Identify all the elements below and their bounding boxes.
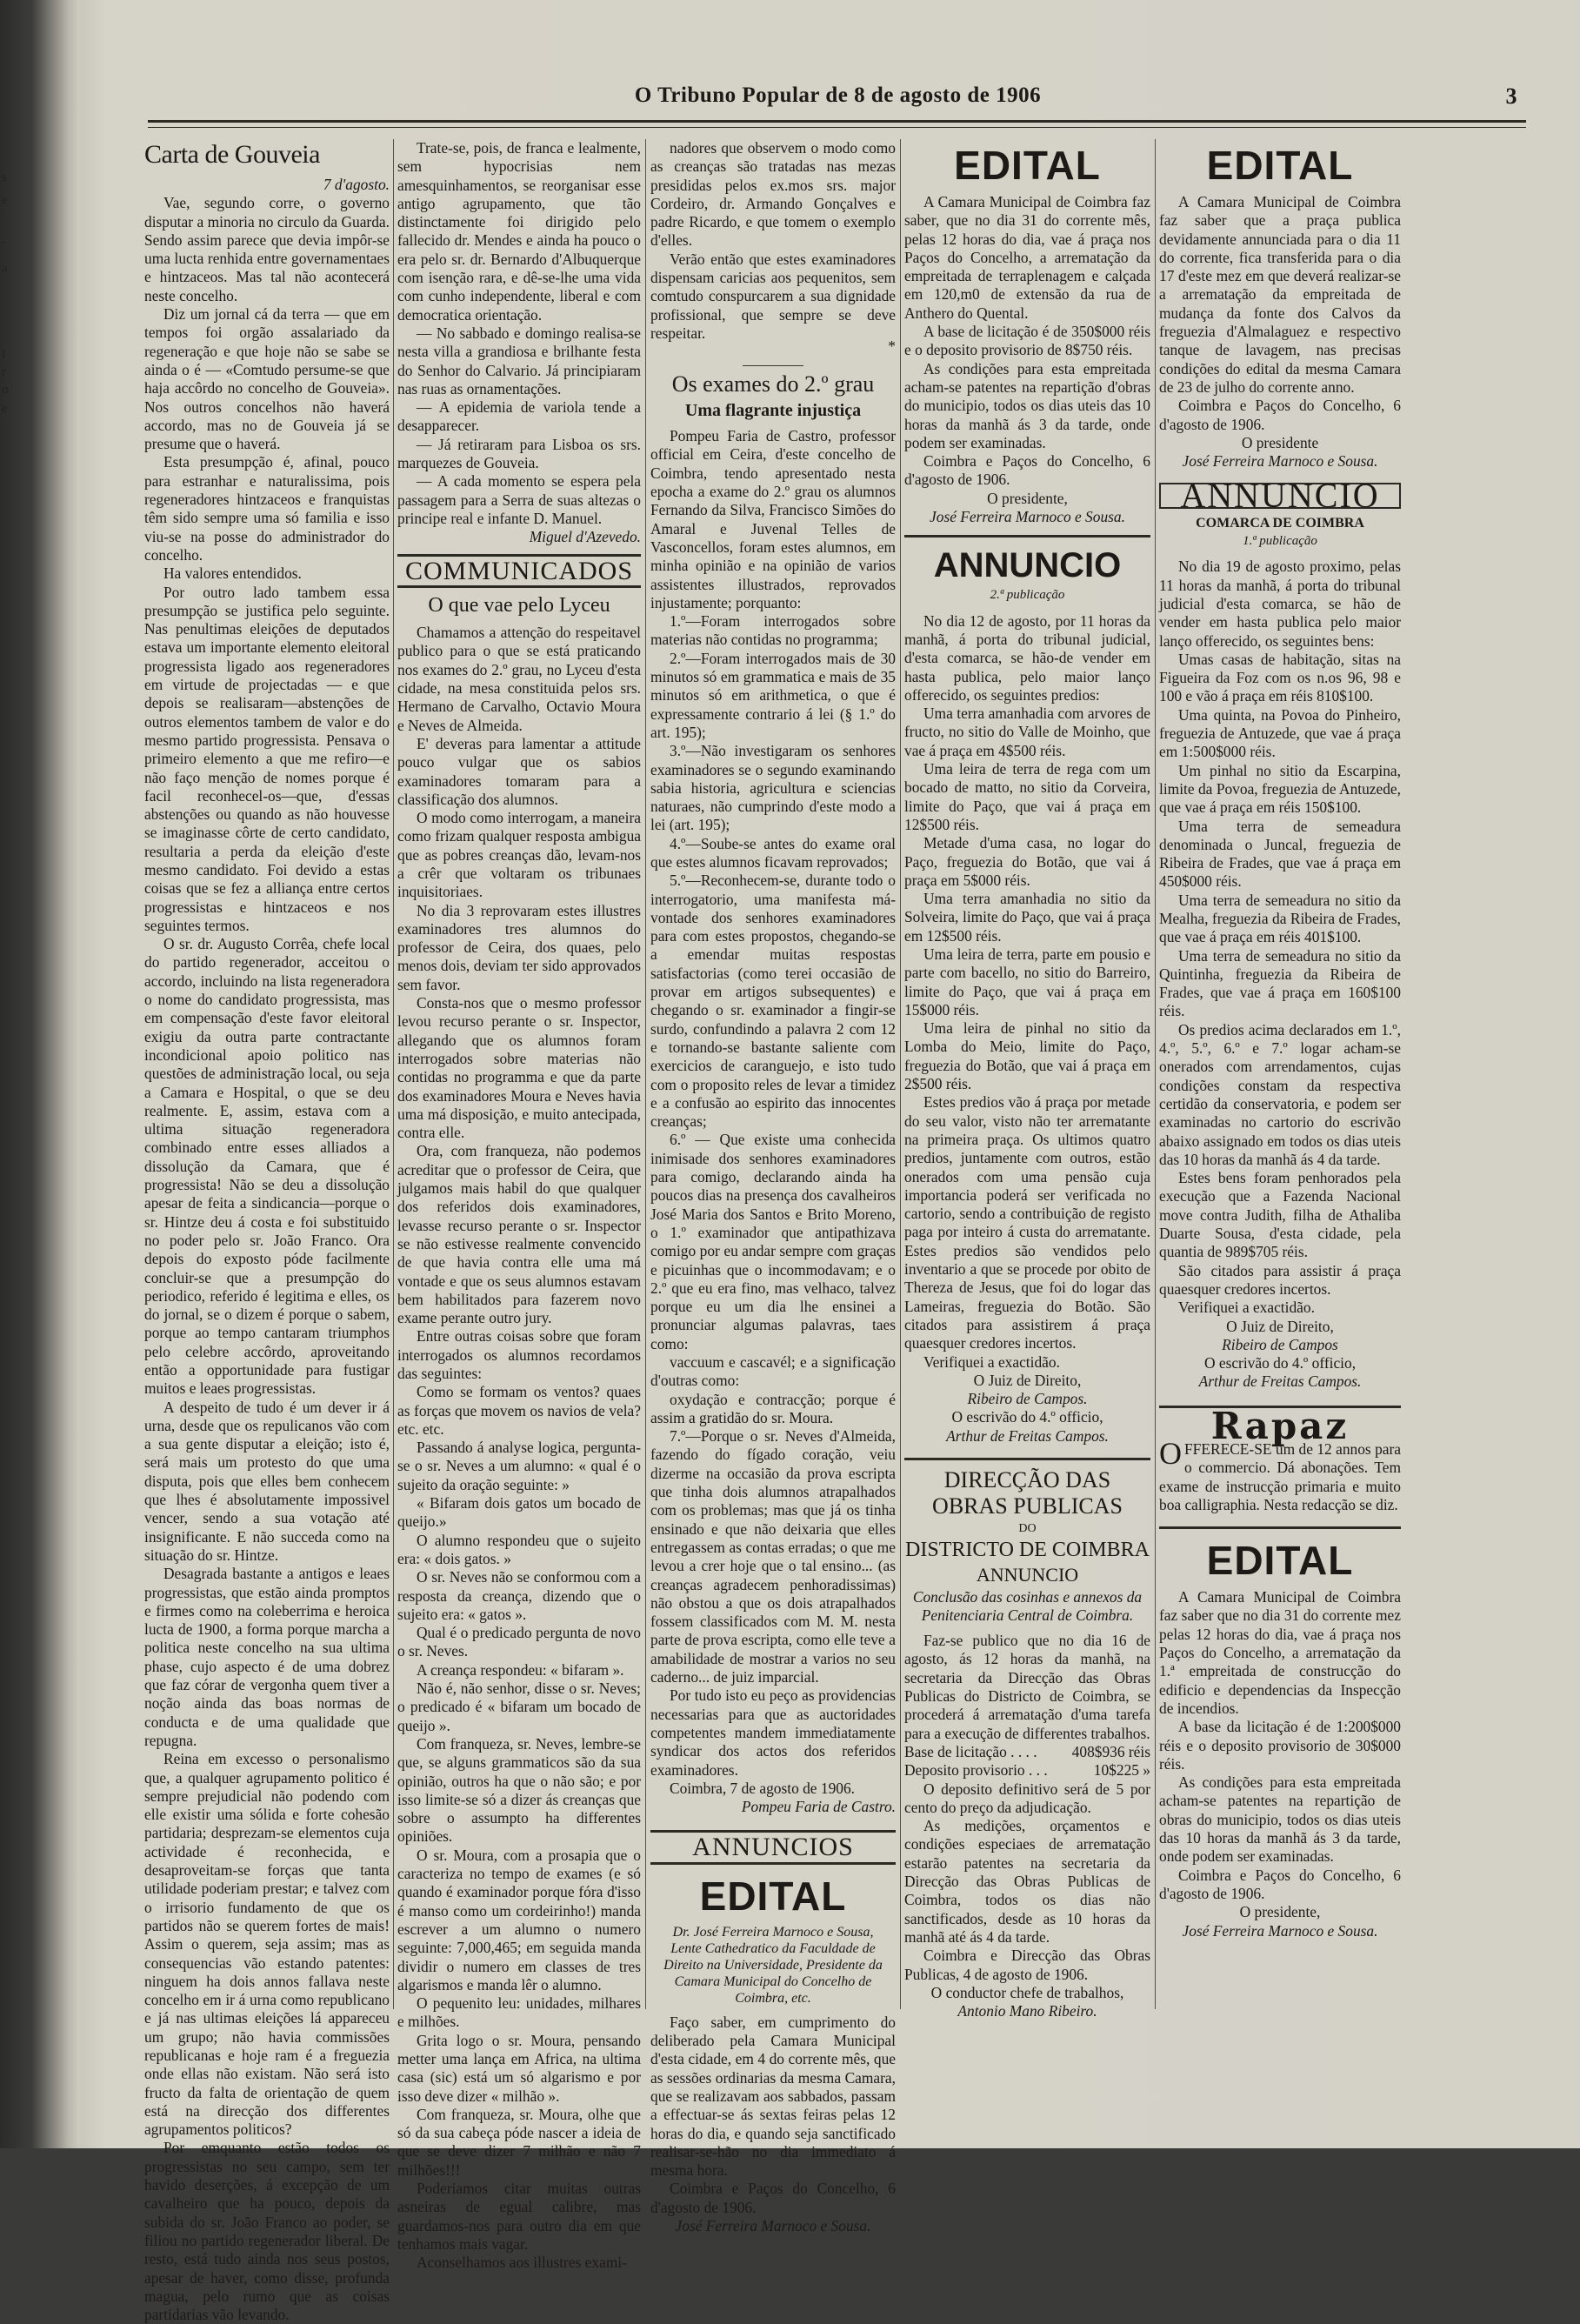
article-subtitle: Uma flagrante injustiça <box>684 400 862 420</box>
paragraph: Uma leira de terra, parte em pousio e parte com bacello, no sitio do Barreiro, limite do Paço, que vai á praça em 15$000 réis. <box>904 945 1150 1018</box>
paragraph: 6.º — Que existe uma conhecida inimisade dos senhores examinadores para comigo, declarando ainda ha poucos dias na presença dos cavalheiros José Maria dos Santos e Brito Moreno, o 1.º examinador que antipathizava comigo por eu andar sempre com graças e picuinhas que o incommodavam; e o 2.º que eu era fino, mas velhaco, talvez porque eu um dia lhe ensinei a pronunciar algumas palavras, taes como: <box>650 1131 896 1352</box>
article-body <box>650 427 896 1780</box>
direccao-title: DIRECÇÃO DAS OBRAS PUBLICAS <box>904 1458 1150 1519</box>
stub-letter: e <box>2 402 8 416</box>
place-date: Coimbra, 7 de agosto de 1906. <box>670 1779 856 1797</box>
direccao-signature: Antonio Mano Ribeiro. <box>957 2002 1097 2020</box>
direccao-subject: Conclusão das cosinhas e annexos da Penitenciaria Central de Coimbra. <box>912 1587 1143 1624</box>
direccao-district: DISTRICTO DE COIMBRA <box>905 1539 1150 1562</box>
judge-name: Ribeiro de Campos <box>1222 1335 1338 1353</box>
edital-place: Coimbra e Paços do Concelho, 6 d'agosto de 1906. <box>904 452 1150 489</box>
paragraph: Entre outras coisas sobre que foram interrogados os alumnos recordamos das seguintes: <box>397 1327 641 1382</box>
signature: Miguel d'Azevedo. <box>529 528 641 546</box>
paragraph: São citados para assistir á praça quaesquer credores incertos. <box>1159 1261 1401 1298</box>
paragraph: Estes bens foram penhorados pela execução que a Fazenda Nacional move contra Judith, filha de Athaliba Duarte Sousa, d'esta cidade, pela quantia de 989$705 réis. <box>1159 1169 1401 1261</box>
edital-text: Faço saber, em cumprimento do deliberado pela Camara Municipal d'esta cidade, em 4 do corrente mês, que as sessões ordinarias da mesma Camara, que se realizavam aos sabbados, passam a effectuar-se ás sextas feiras pelas 12 horas do dia, e quando seja sanctificado realisar-se-hão no dia immediato á mesma hora. <box>650 2013 896 2180</box>
direccao-place: Coimbra e Direcção das Obras Publicas, 4 de agosto de 1906. <box>904 1947 1150 1983</box>
previous-page-edge <box>0 0 80 2148</box>
stub-letter: r <box>2 365 6 379</box>
header-rule <box>148 120 1526 123</box>
paragraph: O modo como interrogam, a maneira como frizam qualquer resposta ambigua que as pobres creanças dão, levam-nos a crêr que voltaram os tribunaes inquisitoriaes. <box>397 809 641 901</box>
paragraph: E' deveras para lamentar a attitude pouco vulgar que os sabios examinadores tomaram para a classificação dos alumnos. <box>397 734 641 808</box>
judge-label: O Juiz de Direito, <box>973 1371 1082 1389</box>
edital-place: Coimbra e Paços do Concelho, 6 d'agosto de 1906. <box>1159 1866 1401 1902</box>
paragraph: Com franqueza, sr. Moura, olhe que só da sua cabeça póde nascer a ideia de que se deve dizer 7 milhão e não 7 milhões!!! <box>397 2105 641 2179</box>
header-title: O Tribuno Popular de 8 de agosto de 1906 <box>634 83 1042 107</box>
paragraph: Uma terra de semeadura no sitio da Quintinha, freguezia da Ribeira de Frades, que vae á praça em 160$100 réis. <box>1159 946 1401 1020</box>
running-header <box>148 83 1528 115</box>
clerk-label: O escrivão do 4.º officio, <box>951 1408 1103 1426</box>
edital-text: As condições para esta empreitada acham-se patentes na repartição de obras do municipio, todos os dias uteis das 10 horas da manhã ás 3 da tarde, onde podem ser examinadas. <box>1159 1773 1401 1866</box>
paragraph: Ora, com franqueza, não podemos acreditar que o professor de Ceira, que julgamos mais habil do que qualquer dos referidos dois examinadores, levasse recurso perante o sr. Inspector se não estivesse realmente convencido de que havia contra elle uma má vontade e que os seus alumnos estavam bem habilitados para fazerem novo exame perante outro jury. <box>397 1142 641 1327</box>
paragraph: Verifiquei a exactidão. <box>923 1352 1060 1371</box>
paragraph: Passando á analyse logica, pergunta-se o sr. Neves a um alumno: « qual é o sujeito da oração seguinte: » <box>397 1439 641 1493</box>
paragraph: Grita logo o sr. Moura, pensando metter uma lança em Africa, na ultima casa (sic) está um só algarismo e por isso deve dizer « milhão ». <box>397 2031 641 2105</box>
paragraph: vaccuum e cascavél; e a significação d'outras como: <box>650 1353 896 1390</box>
clerk-label: O escrivão do 4.º officio, <box>1203 1354 1357 1372</box>
edital-signature: José Ferreira Marnoco e Sousa. <box>675 2216 871 2234</box>
paragraph: Ha valores entendidos. <box>163 564 302 583</box>
direccao-text: As medições, orçamentos e condições especiaes de arrematação estarão patentes na secretaria da Direcção das Obras Publicas de Coimbra, todos os dias não sanctificados, desde as 10 horas da manhã até ás 4 da tarde. <box>904 1817 1150 1946</box>
paragraph: 2.º—Foram interrogados mais de 30 minutos só em grammatica e mais de 35 minutos só em arithmetica, o que é expressamente contrario á lei (§ 1.º do art. 195); <box>650 649 896 741</box>
edital-signature: José Ferreira Marnoco e Sousa. <box>1182 452 1378 471</box>
paragraph: Chamamos a attenção do respeitavel publico para o que se está praticando nos exames do 2.º grau, no Lyceu d'esta cidade, na mesa constituida pelos srs. Hermano de Carvalho, Octavio Moura e Neves de Almeida. <box>397 624 641 734</box>
column-divider <box>393 139 394 2009</box>
paragraph: — A epidemia de variola tende a desapparecer. <box>397 398 641 435</box>
article-body <box>397 624 641 2272</box>
stub-letter: e <box>2 193 8 207</box>
paragraph: Esta presumpção é, afinal, pouco para estranhar e naturalissima, pois regeneradores hintzaceos e franquistas têm sido sempre uma só familia e isso viu-se na posse do administrador do concelho. <box>144 453 390 564</box>
edital-role: O presidente, <box>987 489 1068 507</box>
paragraph: Uma terra de semeadura no sitio da Mealha, freguezia da Ribeira de Frades, que vae á praça em réis 401$100. <box>1159 891 1401 946</box>
stub-letter: - <box>2 235 6 249</box>
paragraph: A creança respondeu: « bifaram ». <box>417 1660 624 1679</box>
paragraph: « Bifaram dois gatos um bocado de queijo.» <box>397 1494 641 1531</box>
paragraph: Uma terra amanhadia no sitio da Solveira, limite do Paço, que vai á praça em 12$500 réis. <box>904 890 1150 945</box>
paragraph: Por outro lado tambem essa presumpção se justifica pelo seguinte. Nas penultimas eleições de deputados estava um importante elemento eleitoral progressista ligado aos regeneradores em virtude de projectadas — e que depois se realisaram—abstenções de outros elementos tambem de valor e do mesmo partido progressista. Pensava o primeiro elemento a que me refiro—e não faço menção de nomes porque é facil reconhecel-os—que, d'essas abstenções ou quando as não houvesse se imaginasse côrte de certo candidato, resultaria a perda da eleição d'este mesmo candidato. Foi devido a estas coisas que se fez a alliança entre certos progressistas e hintzaceos e nos seguintes termos. <box>144 583 390 934</box>
paragraph: Um pinhal no sitio da Escarpina, limite da Povoa, freguezia de Antuzede, que vae á praça em réis 150$100. <box>1159 761 1401 817</box>
deposit-label: Deposito provisorio . . . <box>904 1761 1048 1780</box>
column-2 <box>397 139 641 2272</box>
paragraph: No dia 19 de agosto proximo, pelas 11 horas da manhã, á porta do tribunal judicial d'esta comarca, se hão de vender em hasta publica pelo maior lanço offerecido, os seguintes bens: <box>1159 558 1401 650</box>
edital-text: A base de licitação é de 350$000 réis e o deposito provisorio de 8$750 réis. <box>904 323 1150 359</box>
section-header: COMMUNICADOS <box>397 554 641 588</box>
paragraph: Metade d'uma casa, no logar do Paço, freguezia do Botão, que vai á praça em 5$000 réis. <box>904 834 1150 889</box>
column-divider <box>1155 139 1156 2009</box>
paragraph: O pequenito leu: unidades, milhares e milhões. <box>397 1994 641 2031</box>
paragraph: Vae, segundo corre, o governo disputar a minoria no circulo da Guarda. Sendo assim parece que devia impôr-se uma lucta renhida entre governamentaes e hintzaceos. Mas tal não acontecerá neste concelho. <box>144 194 390 304</box>
paragraph: Uma leira de terra de rega com um bocado de matto, no sitio da Corveira, limite do Paço, que vai á praça em 12$500 réis. <box>904 760 1150 833</box>
paragraph: O sr. Neves não se conformou com a resposta da creança, dizendo que o sujeito era: « gatos ». <box>397 1568 641 1623</box>
stub-letter: o <box>2 383 9 397</box>
edital-title: EDITAL <box>1206 143 1354 188</box>
paragraph: 5.º—Reconhecem-se, durante todo o interrogatorio, uma manifesta má-vontade dos senhores examinadores para com estes propostos, chegando-se a emendar muitas respostas satisfactorias (como terei occasião de provar em artigos subsequentes) e chegando o sr. examinador a fingir-se surdo, confundindo a palavra 2 com 12 e tornando-se bastante saliente com exercicios de caranguejo, e isto tudo com o proposito reles de levar a timidez e a confusão ao espirito das innocentes creanças; <box>650 872 896 1131</box>
paragraph: Não é, não senhor, disse o sr. Neves; o predicado é « bifaram um bocado de queijo ». <box>397 1680 641 1734</box>
direccao-text: Faz-se publico que no dia 16 de agosto, ás 12 horas da manhã, na secretaria da Direcção das Obras Publicas do Districto de Coimbra, se procederá á arrematação d'uma tarefa para a execução de differentes trabalhos. <box>904 1632 1150 1742</box>
edital-text: A Camara Municipal de Coimbra faz saber, que no dia 31 do corrente mês, pelas 12 horas do dia, vae á praça nos Paços do Concelho, a arrematação da empreitada de terraplenagem e calçada em 120,m0 de extensão da rua de Anthero do Quental. <box>904 193 1150 322</box>
paragraph: Diz um jornal cá da terra — que em tempos foi orgão assalariado da regeneração e que hoje não se sabe se ainda o é — «Comtudo persume-se que haja accôrdo no concelho de Gouveia». Nos outros concelhos não haverá accordo, mas no de Gouveia já se presume que o haverá. <box>144 305 390 453</box>
article-body <box>144 194 390 2324</box>
paragraph: A despeito de tudo é um dever ir á urna, desde que os repulicanos vão com a sua gente disputar a eleição; isto é, será mais um protesto do que uma disputa, pois que elles bem conhecem que lhes é absolutamente impossivel vencer, sendo a sua votação até insignificante. E não succeda como na situação do sr. Hintze. <box>144 1398 390 1564</box>
column-4 <box>904 139 1150 2122</box>
paragraph: Por emquanto estão todos os progressistas no seu campo, sem ter havido deserções, á excepção de um cavalheiro que ha pouco, depois da subida do sr. João Franco ao poder, se filiou no partido regenerador liberal. De resto, está tudo ainda nos seus postos, apesar de haver, como disse, profunda magua, pelo rumo que as coisas partidarias vão levando. <box>144 2139 390 2324</box>
publication-note: 2.ª publicação <box>990 588 1065 603</box>
edital-place: Coimbra e Paços do Concelho, 6 d'agosto de 1906. <box>1159 397 1401 433</box>
paragraph: Pompeu Faria de Castro, professor official em Ceira, d'este concelho de Coimbra, tendo apresentado nesta epocha a exame do 2.º grau os alumnos Fernando da Silva, Francisco Simões do Amaral e Juvenal Telles de Vasconcellos, foram estes alumnos, em minha opinião e na opinião de varios assistentes illustrados, reprovados injustamente; porquanto: <box>650 427 896 611</box>
article-body <box>650 139 896 343</box>
stub-letter: l <box>2 348 6 362</box>
edital-title: EDITAL <box>699 1873 847 1919</box>
paragraph: Verão então que estes examinadores dispensam caricias aos pequenitos, sem comtudo conspurcarem a sua dignidade profissional, que sempre se deve respeitar. <box>650 250 896 342</box>
direccao-role: O conductor chefe de trabalhos, <box>930 1983 1124 2001</box>
paragraph: Uma terra de semeadura denominada o Juncal, freguezia de Ribeira de Frades, que vae á praça em 450$000 réis. <box>1159 817 1401 891</box>
base-label: Base de licitação . . . . <box>904 1742 1037 1760</box>
column-divider <box>645 139 646 2009</box>
clerk-name: Arthur de Freitas Campos. <box>946 1426 1109 1445</box>
edital-title: EDITAL <box>954 143 1101 188</box>
edital-role: O presidente <box>1241 433 1319 451</box>
direccao-annuncio: ANNUNCIO <box>976 1564 1079 1586</box>
paragraph: Verifiquei a exactidão. <box>1178 1299 1315 1317</box>
column-carta-gouveia <box>144 139 390 2324</box>
edital-text: A base da licitação é de 1:200$000 réis e o deposito provisorio de 30$000 réis. <box>1159 1718 1401 1773</box>
paragraph: Umas casas de habitação, sitas na Figueira da Foz com os n.os 96, 98 e 100 e vão á praça em réis 810$100. <box>1159 650 1401 705</box>
deposit-row <box>904 1761 1150 1780</box>
paragraph: nadores que observem o modo como as creanças são tratadas nas mezas presididas pelos ex.mos srs. major Cordeiro, dr. Armando Gonçalves e padre Ricardo, e que tomem o exemplo d'elles. <box>650 139 896 250</box>
rapaz-ad <box>1159 1436 1401 1514</box>
paragraph: No dia 12 de agosto, por 11 horas da manhã, á porta do tribunal judicial, d'esta comarca, se hão-de vender em hasta publica, pelo maior lanço offerecido, os seguintes predios: <box>904 611 1150 704</box>
article-body <box>397 139 641 528</box>
paragraph: Trate-se, pois, de franca e lealmente, sem hypocrisias nem amesquinhamentos, se reorganisar esse antigo agrupamento, que tão distinctamente foi dirigido pelo fallecido dr. Mendes e ainda ha pouco o era pelo sr. dr. Bernardo d'Albuquerque com isenção rara, e dê-se-lhe uma vida com cunho independente, liberal e com democratica orientação. <box>397 139 641 324</box>
paragraph: Desagrada bastante a antigos e leaes progressistas, que estão ainda promptos e firmes como na coleberrima e heroica lucta de 1900, a forma porque marcha a politica neste concelho na sua ultima phase, cujo aspecto é de uma dobrez que faz córar de vergonha quem tiver a noção ainda das boas normas de conducta e de uma qualidade que repugna. <box>144 1565 390 1749</box>
paragraph: Qual é o predicado pergunta de novo o sr. Neves. <box>397 1624 641 1660</box>
rapaz-title: Rapaz <box>1159 1406 1401 1435</box>
column-3 <box>650 139 896 2234</box>
direccao-text: O deposito definitivo será de 5 por cento do preço da adjudicação. <box>904 1780 1150 1816</box>
judge-label: O Juiz de Direito, <box>1226 1317 1334 1335</box>
annuncio-body <box>1159 558 1401 1317</box>
paragraph: Como se formam os ventos? quaes as forças que movem os navios de vela? etc. etc. <box>397 1383 641 1438</box>
stub-letter: a <box>2 261 8 275</box>
paragraph: O alumno respondeu que o sujeito era: « dois gatos. » <box>397 1531 641 1567</box>
annuncio-title: ANNUNCIO <box>1159 483 1401 508</box>
article-title: Carta de Gouveia <box>144 140 320 169</box>
signature: Pompeu Faria de Castro. <box>741 1798 896 1816</box>
paragraph: Os predios acima declarados em 1.º, 4.º, 5.º, 6.º e 7.º logar acham-se onerados com arrendamentos, cujas condições constam da respectiva certidão da conservatoria, e podem ser examinadas no cartorio do escrivão abaixo assignado em todos os dias uteis das 10 horas da manhã ás 4 da tarde. <box>1159 1020 1401 1168</box>
stub-letter: s <box>2 170 7 184</box>
paragraph: Aconselhamos aos illustres exami- <box>417 2254 627 2272</box>
judge-name: Ribeiro de Campos. <box>967 1390 1088 1408</box>
rapaz-text: FFERECE-SE um de 12 annos para o commercio. Dá abonações. Tem exame de instrucção primaria e muito boa calligraphia. Nesta redacção se diz. <box>1159 1440 1401 1513</box>
rapaz-dropcap: O <box>1159 1436 1182 1471</box>
clerk-name: Arthur de Freitas Campos. <box>1198 1372 1362 1391</box>
base-value: 408$936 réis <box>1071 1742 1150 1760</box>
paragraph: 1.º—Foram interrogados sobre materias não contidas no programma; <box>650 612 896 649</box>
article-title: O que vae pelo Lyceu <box>428 593 610 617</box>
header-rule-thin <box>148 127 1526 128</box>
comarca: COMARCA DE COIMBRA <box>1196 515 1364 531</box>
edital-signature: José Ferreira Marnoco e Sousa. <box>1182 1921 1378 1940</box>
edital-text: A Camara Municipal de Coimbra faz saber que no dia 31 do corrente mez pelas 12 horas do dia, vae á praça nos Paços do Concelho, a arrematação da 1.ª empreitada de construcção do edificio e dependencias da Inspecção de incendios. <box>1159 1588 1401 1717</box>
divider <box>743 365 803 366</box>
publication-note: 1.ª publicação <box>1243 534 1317 549</box>
paragraph: Uma leira de pinhal no sitio da Lomba do Meio, limite do Paço, freguezia do Botão, que vai á praça em 2$500 réis. <box>904 1019 1150 1093</box>
paragraph: Estes predios vão á praça por metade do seu valor, visto não ter arrematante na primeira praça. Os ultimos quatro predios, juntamente com outros, estão onerados com uma pensão cuja importancia poderá ser verificada no cartorio, sendo a contribuição de registo paga por inteiro á custa do arrematante. Estes predios são vendidos pelo inventario a que se procede por obito de Thereza de Jesus, que foi do logar das Lameiras, freguezia do Botão. São citados para assistirem á praça quaesquer credores incertos. <box>904 1093 1150 1352</box>
base-row <box>904 1743 1150 1761</box>
column-5 <box>1159 139 1401 2122</box>
paragraph: 3.º—Não investigaram os senhores examinadores se o segundo examinando sabia historia, agricultura e sciencias naturaes, não cumprindo d'este modo a lei (art. 195); <box>650 742 896 834</box>
paragraph: 7.º—Porque o sr. Neves d'Almeida, fazendo do fígado coração, veiu dizerme na occasião da prova escripta que tinha dois alumnos atrapalhados com os problemas; mas que já os tinha ensinado e que não deixaria que elles entregassem as contas erradas; o que me levou a crer hoje que o tal ensino... (as creanças agradecem penhoradissimas) não obstou a que os dois atrapalhados fossem classificados com M. M. nesta parte de prova escripta, como elle teve a amabilidade de mostrar a varios no seu caderno... de juiz imparcial. <box>650 1427 896 1686</box>
paragraph: Uma terra amanhadia com arvores de fructo, no sitio do Valle de Moinho, que vae á praça em 4$500 réis. <box>904 705 1150 759</box>
edital-text: A Camara Municipal de Coimbra faz saber que a praça publica devidamente annunciada para o dia 11 do corrente, fica transferida para o dia 17 d'este mez em que deverá realizar-se a arrematação da empreitada de mudança da fonte dos Calvos da freguezia d'Almalaguez e respectivo tanque de lavagem, nas precisas condições do edital da mesma Camara de 23 de julho do corrente anno. <box>1159 193 1401 396</box>
page-number: 3 <box>1505 83 1517 109</box>
paragraph: Reina em excesso o personalismo que, a qualquer agrupamento politico é sempre prejudicial não podendo com elle existir uma sólida e forte cohesão partidaria; desprezam-se elementos cuja actividade é reconhecida, e desaproveitam-se forças que tanta utilidade poderiam prestar; e talvez com o irrisorio fundamento de que os partidos não se querem fortes de mais! Assim o querem, seja assim; mas as consequencias vão estando patentes: ninguem ha dois annos fallava neste concelho em ir á urna como republicano e já nas ultimas eleições lá appareceu um grupo; não havia commissões republicanas e hoje ram é a freguezia onde ellas não existam. Não será isto fructo da falta de orientação de quem está na direcção dos differentes agrupamentos politicos? <box>144 1750 390 2139</box>
article-title: Os exames do 2.º grau <box>671 371 875 397</box>
annuncio-title: ANNUNCIO <box>904 535 1150 586</box>
edital-place: Coimbra e Paços do Concelho, 6 d'agosto de 1906. <box>650 2180 896 2216</box>
edital-role: O presidente, <box>1239 1903 1321 1921</box>
paragraph: Consta-nos que o mesmo professor levou recurso perante o sr. Inspector, allegando que os alumnos foram interrogados sobre materias não contidas no programma e que da parte dos examinadores Moura e Neves havia uma má disposição, e muito antecipada, contra elle. <box>397 994 641 1142</box>
edital-preamble: Dr. José Ferreira Marnoco e Sousa, Lente Cathedratico da Faculdade de Direito na Universidade, Presidente da Camara Municipal do Concelho de Coimbra, etc. <box>663 1924 883 2006</box>
deposit-value: 10$225 » <box>1093 1761 1150 1780</box>
annuncio-body <box>904 612 1150 1372</box>
direccao-do: DO <box>1018 1522 1037 1535</box>
paragraph: — A cada momento se espera pela passagem para a Serra de suas altezas o principe real e infante D. Manuel. <box>397 472 641 527</box>
column-divider <box>900 139 901 2009</box>
edital-signature: José Ferreira Marnoco e Sousa. <box>930 508 1125 526</box>
paragraph: Poderiamos citar muitas outras asneiras de egual calibre, mas guardamos-nos para outro dia em que tenhamos mais vagar. <box>397 2180 641 2253</box>
paragraph: No dia 3 reprovaram estes illustres examinadores tres alumnos do professor de Ceira, dos quaes, pelo menos dois, deviam ter sido approvados sem favor. <box>397 901 641 993</box>
paragraph: Com franqueza, sr. Neves, lembre-se que, se alguns grammaticos são da sua opinião, outros ha que o não são; e por isso limite-se só a dizer ás creanças que sobre o assumpto ha differentes opiniões. <box>397 1734 641 1846</box>
paragraph: oxydação e contracção; porque é assim a gratidão do sr. Moura. <box>650 1390 896 1426</box>
dateline: 7 d'agosto. <box>323 176 390 193</box>
paragraph: O sr. Moura, com a prosapia que o caracteriza no tempo de exames (e só quando é examinador porque fóra d'isso é manso como um cordeirinho!) manda escrever a um alumno o numero seguinte: 7,000,465; em seguida manda dividir o numero em classes de tres algarismos e manda lêr o alumno. <box>397 1846 641 1993</box>
section-header: ANNUNCIOS <box>650 1830 896 1864</box>
paragraph: — Já retiraram para Lisboa os srs. marquezes de Gouveia. <box>397 435 641 472</box>
paragraph: Uma quinta, na Povoa do Pinheiro, freguezia de Antuzede, que vae á praça em 1:500$000 réis. <box>1159 705 1401 761</box>
paragraph: O sr. dr. Augusto Corrêa, chefe local do partido regenerador, acceitou o accordo, incluindo na lista regeneradora o nome do candidato progressista, mas em compensação d'este favor eleitoral exigiu da outra parte contractante incondicional apoio politico nas questões de administração local, ou seja a Camara e Hospital, o que se deu realmente. E, assim, estava com a ultima situação regeneradora combinado entre esses alliados a dissolução da Camara, que é progressista! Não se deu a dissolução apesar de feita a sindicancia—porque o sr. Hintze deu á costa e foi substituido no poder pelo sr. João Franco. Ora depois do exposto póde facilmente concluir-se que a presumpção do periodico, referido é legitima e elles, os do jornal, se o dizem é porque o sabem, porque ao tempo cantaram triumphos pelo celebre accôrdo, aproveitando então a opportunidade para fustigar muitos e leaes progressistas. <box>144 935 390 1398</box>
edital-text: As condições para esta empreitada acham-se patentes na repartição d'obras do municipio, todos os dias uteis das 10 horas da manhã ás 3 da tarde, onde podem ser examinadas. <box>904 359 1150 451</box>
paragraph: — No sabbado e domingo realisa-se nesta villa a grandiosa e brilhante festa do Senhor do Calvario. Já principiaram nas ruas as ornamentações. <box>397 324 641 397</box>
paragraph: 4.º—Soube-se antes do exame oral que estes alumnos ficavam reprovados; <box>650 834 896 871</box>
edital-title: EDITAL <box>1159 1526 1401 1583</box>
paragraph: Por tudo isto eu peço as providencias necessarias para que as auctoridades competentes mandem immediatamente syndicar dos actos dos referidos examinadores. <box>650 1686 896 1779</box>
ornament: * <box>888 337 896 356</box>
